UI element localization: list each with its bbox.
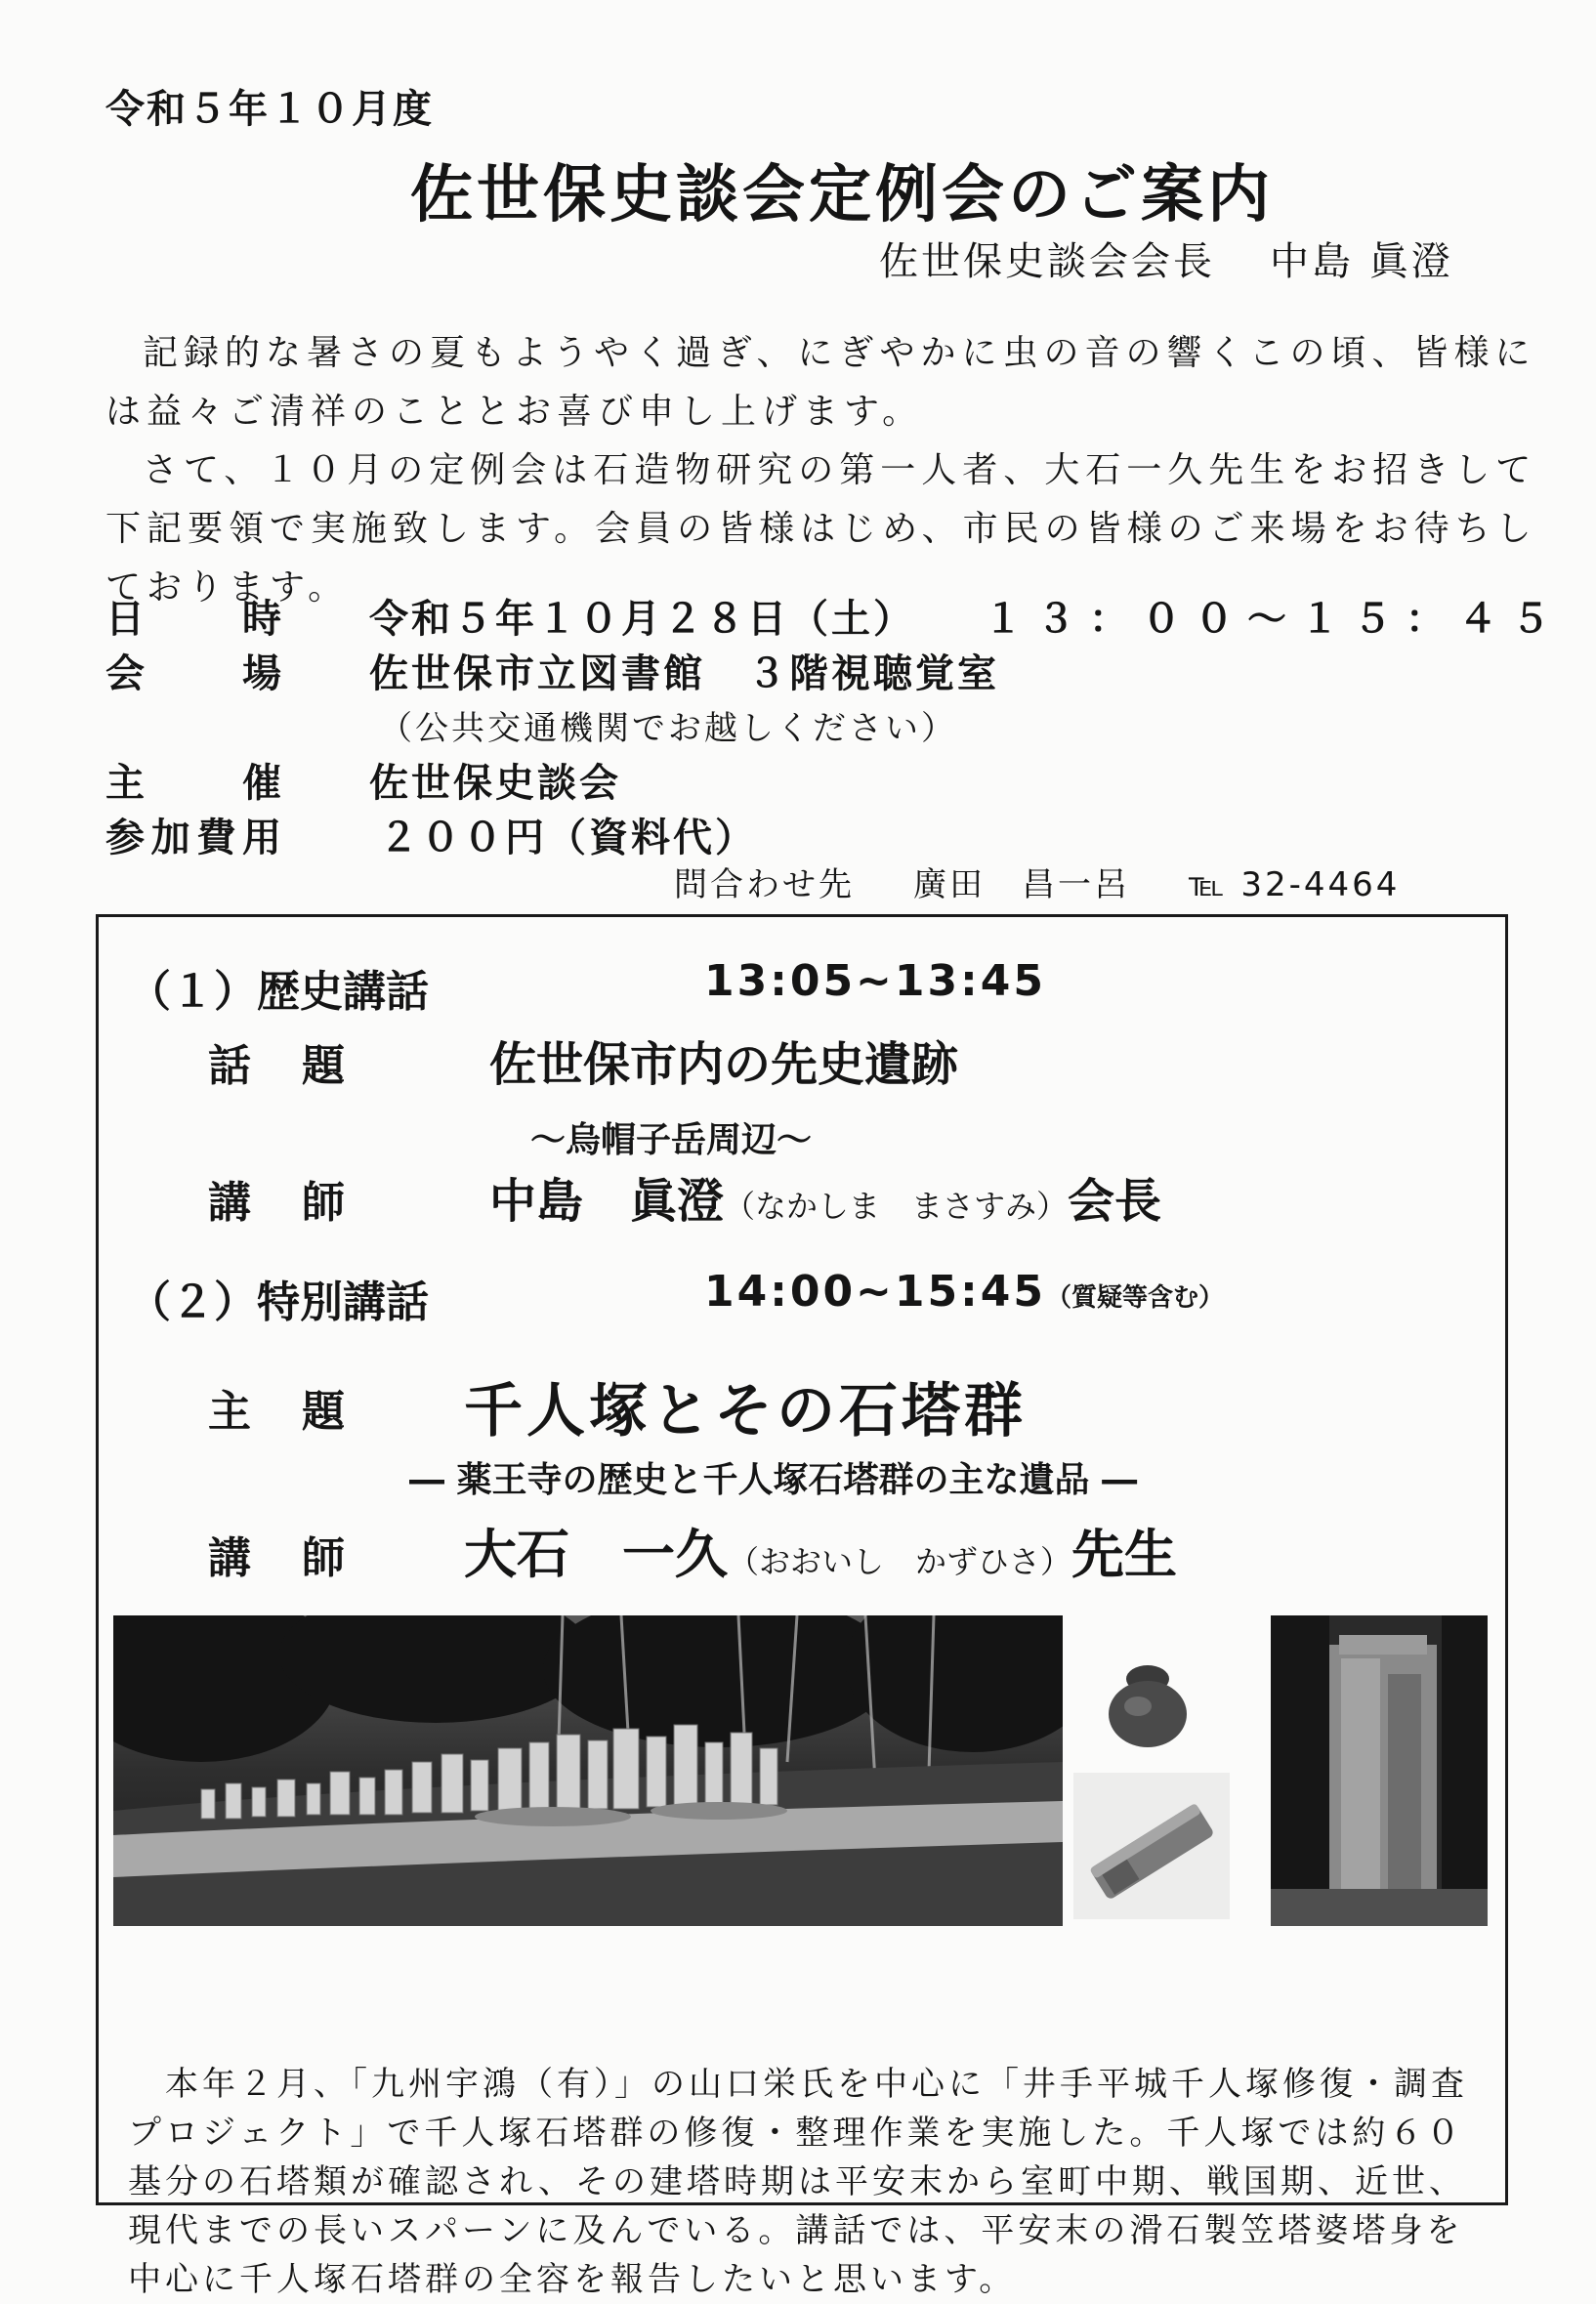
label-char: 催 — [242, 761, 281, 806]
talk1-subtitle: ～烏帽子岳周辺～ — [530, 1120, 813, 1160]
stone-pillar-illustration — [1271, 1615, 1488, 1926]
talk2-time-note: （質疑等含む） — [1045, 1283, 1224, 1313]
program-description — [128, 2060, 1486, 2304]
venue-value: 佐世保市立図書館 ３階視聴覚室 — [369, 651, 999, 696]
event-time: １３：００～１５：４５ — [984, 597, 1564, 642]
label-char: 会 — [105, 651, 145, 696]
talk1-lecturer-name: 中島 眞澄 — [489, 1174, 725, 1229]
label-char: 題 — [302, 1387, 345, 1437]
talk2-theme: 千人塚とその石塔群 — [464, 1377, 1027, 1445]
label-char: 費 — [196, 816, 236, 860]
datetime-label — [105, 592, 281, 647]
talk2-time: 14:00~15:45 — [704, 1267, 1046, 1317]
program-box — [96, 914, 1508, 2299]
contact-tel: ℡ 32-4464 — [1189, 865, 1401, 904]
talk2-lecturer-title: 先生 — [1071, 1524, 1178, 1585]
page-title: 佐世保史談会定例会のご案内 — [410, 159, 1274, 231]
label-char: 講 — [208, 1533, 251, 1583]
talk2-theme-label — [208, 1376, 345, 1439]
talk2-lecturer-label — [208, 1523, 345, 1585]
talk1-lecturer — [489, 1163, 1161, 1231]
event-date: 令和５年１０月２８日（土） — [369, 597, 915, 642]
talk2-lecturer — [464, 1513, 1177, 1588]
venue-note: （公共交通機関でお越しください） — [379, 709, 957, 748]
talk1-lecturer-reading: （なかしま まさすみ） — [724, 1188, 1069, 1225]
label-char: 主 — [105, 761, 145, 806]
presenter — [879, 230, 1453, 286]
presenter-name: 中島 眞澄 — [1270, 239, 1453, 284]
talk1-time: 13:05~13:45 — [704, 956, 1046, 1006]
label-char: 主 — [208, 1387, 251, 1437]
description-text: 本年２月、「九州宇鴻（有）」の山口栄氏を中心に「井手平城千人塚修復・調査プロジェクト」で千人塚石塔群の修復・整理作業を実施した。千人塚では約６０基分の石塔類が確認され、その建塔時期は平安末から室町中期、戦国期、近世、現代までの長いスパーンに及んでいる。講話では、平安末の滑石製笠塔婆塔身を中心に千人塚石塔群の全容を報告したいと思います。 — [128, 2065, 1468, 2299]
label-char: 参 — [105, 816, 145, 860]
talk2-lecturer-name: 大石 一久 — [464, 1524, 728, 1585]
stone-fragment-illustration — [1073, 1773, 1230, 1919]
talk1-lecturer-label — [208, 1167, 345, 1230]
contact-info — [674, 858, 1400, 905]
label-char: 題 — [302, 1041, 345, 1091]
intro-text — [105, 324, 1541, 617]
label-char: 日 — [105, 597, 145, 642]
contact-label: 問合わせ先 — [674, 865, 855, 904]
fee-value: ２００円（資料代） — [379, 816, 757, 860]
stone-jar-photo — [1087, 1650, 1208, 1757]
organizer-label — [105, 756, 281, 811]
talk1-heading: （１）歴史講話 — [128, 967, 429, 1017]
datetime-value — [369, 592, 1564, 647]
intro-paragraph-1: 記録的な暑さの夏もようやく過ぎ、にぎやかに虫の音の響くこの頃、皆様には益々ご清祥のこととお喜び申し上げます。 — [105, 333, 1536, 432]
talk1-lecturer-title: 会長 — [1068, 1174, 1162, 1229]
talk2-time-wrap — [704, 1267, 1224, 1317]
label-char: 話 — [208, 1041, 251, 1091]
presenter-role: 佐世保史談会会長 — [879, 239, 1215, 284]
label-char: 用 — [241, 816, 281, 860]
label-char: 講 — [208, 1178, 251, 1228]
stone-pagodas-photo — [113, 1615, 1063, 1926]
label-char: 場 — [242, 651, 281, 696]
label-char: 時 — [242, 597, 281, 642]
stone-fragment-photo — [1073, 1773, 1230, 1919]
talk1-topic-label — [208, 1030, 345, 1093]
talk1-topic: 佐世保市内の先史遺跡 — [489, 1037, 959, 1092]
stone-jar-illustration — [1087, 1650, 1208, 1757]
fee-label — [105, 811, 281, 865]
talk2-heading: （２）特別講話 — [128, 1278, 429, 1327]
venue-label — [105, 647, 281, 701]
stone-pagodas-illustration — [113, 1615, 1063, 1926]
organizer-value: 佐世保史談会 — [369, 761, 621, 806]
month-label: 令和５年１０月度 — [105, 87, 434, 132]
contact-name: 廣田 昌一呂 — [913, 865, 1130, 904]
stone-pillar-photo — [1271, 1615, 1488, 1926]
intro-paragraph-2: さて、１０月の定例会は石造物研究の第一人者、大石一久先生をお招きして下記要領で実施致します。会員の皆様はじめ、市民の皆様のご来場をお待ちしております。 — [105, 450, 1537, 607]
talk2-lecturer-reading: （おおいし かずひさ） — [728, 1543, 1072, 1580]
label-char: 師 — [302, 1178, 345, 1228]
label-char: 師 — [302, 1533, 345, 1583]
talk2-subtitle: ― 薬王寺の歴史と千人塚石塔群の主な遺品 ― — [409, 1460, 1138, 1500]
label-char: 加 — [150, 816, 190, 860]
